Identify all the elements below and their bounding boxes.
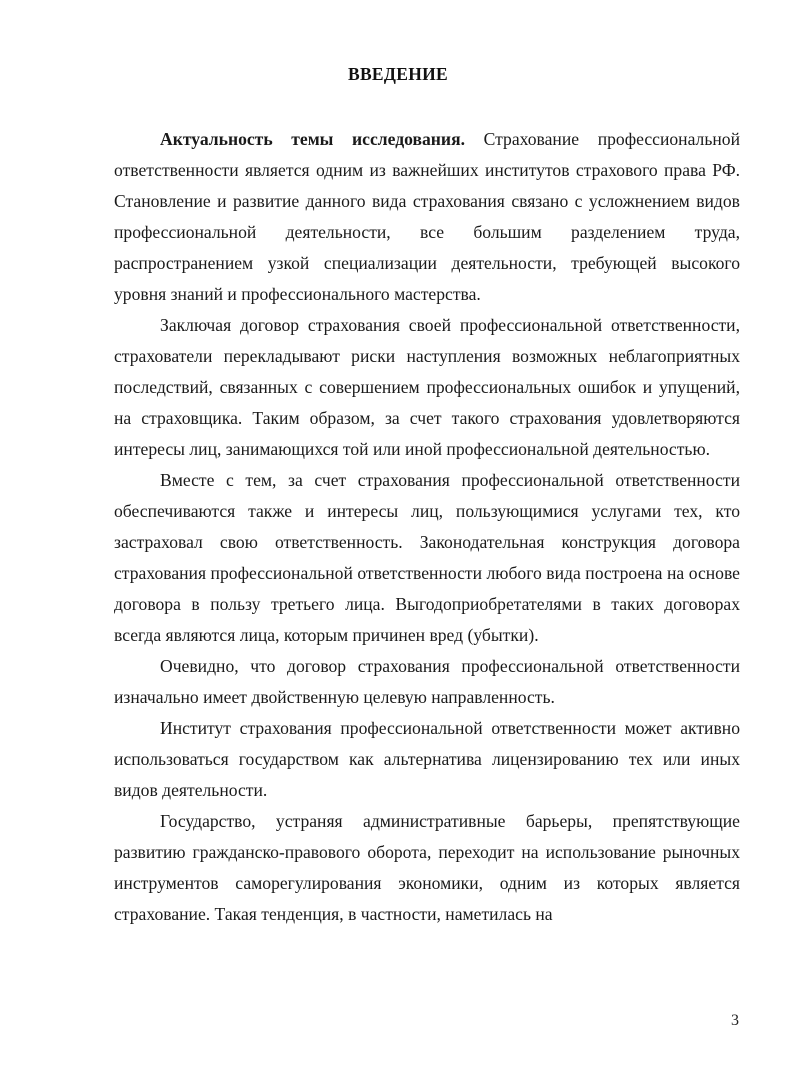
paragraph-interests: Вместе с тем, за счет страхования профессиональной ответственности обеспечиваются также и интересы лиц, пользующимися услугами тех, кто застраховал свою ответственность. Законодательная конструкция договора страхования профессиональной ответственности любого вида построена на основе договора в пользу третьего лица. Выгодоприобретателями в таких договорах всегда являются лица, которым причинен вред (убытки). [114, 470, 740, 645]
paragraph-relevance [114, 124, 740, 310]
paragraph-concluding: Заключая договор страхования своей профессиональной ответственности, страхователи перекладывают риски наступления возможных неблагоприятных последствий, связанных с совершением профессиональных ошибок и упущений, на страховщика. Таким образом, за счет такого страхования удовлетворяются интересы лиц, занимающихся той или иной профессиональной деятельностью. [114, 315, 740, 459]
body-text [114, 124, 740, 930]
paragraph-dual-purpose: Очевидно, что договор страхования профессиональной ответственности изначально имеет двойственную целевую направленность. [114, 656, 740, 707]
page-title: ВВЕДЕНИЕ [347, 64, 449, 84]
paragraph-text: Страхование профессиональной ответственности является одним из важнейших институтов страхового права РФ. Становление и развитие данного вида страхования связано с усложнением видов профессиональной деятельности, все большим разделением труда, распространением узкой специализации деятельности, требующей высокого уровня знаний и профессионального мастерства. [114, 129, 740, 304]
paragraph-state: Государство, устраняя административные барьеры, препятствующие развитию гражданско-правового оборота, переходит на использование рыночных инструментов саморегулирования экономики, одним из которых является страхование. Такая тенденция, в частности, наметилась на [114, 811, 740, 924]
page-number: 3 [731, 1012, 739, 1029]
paragraph-licensing: Институт страхования профессиональной ответственности может активно использоваться государством как альтернатива лицензированию тех или иных видов деятельности. [114, 718, 740, 800]
paragraph-lead: Актуальность темы исследования. [160, 129, 465, 149]
